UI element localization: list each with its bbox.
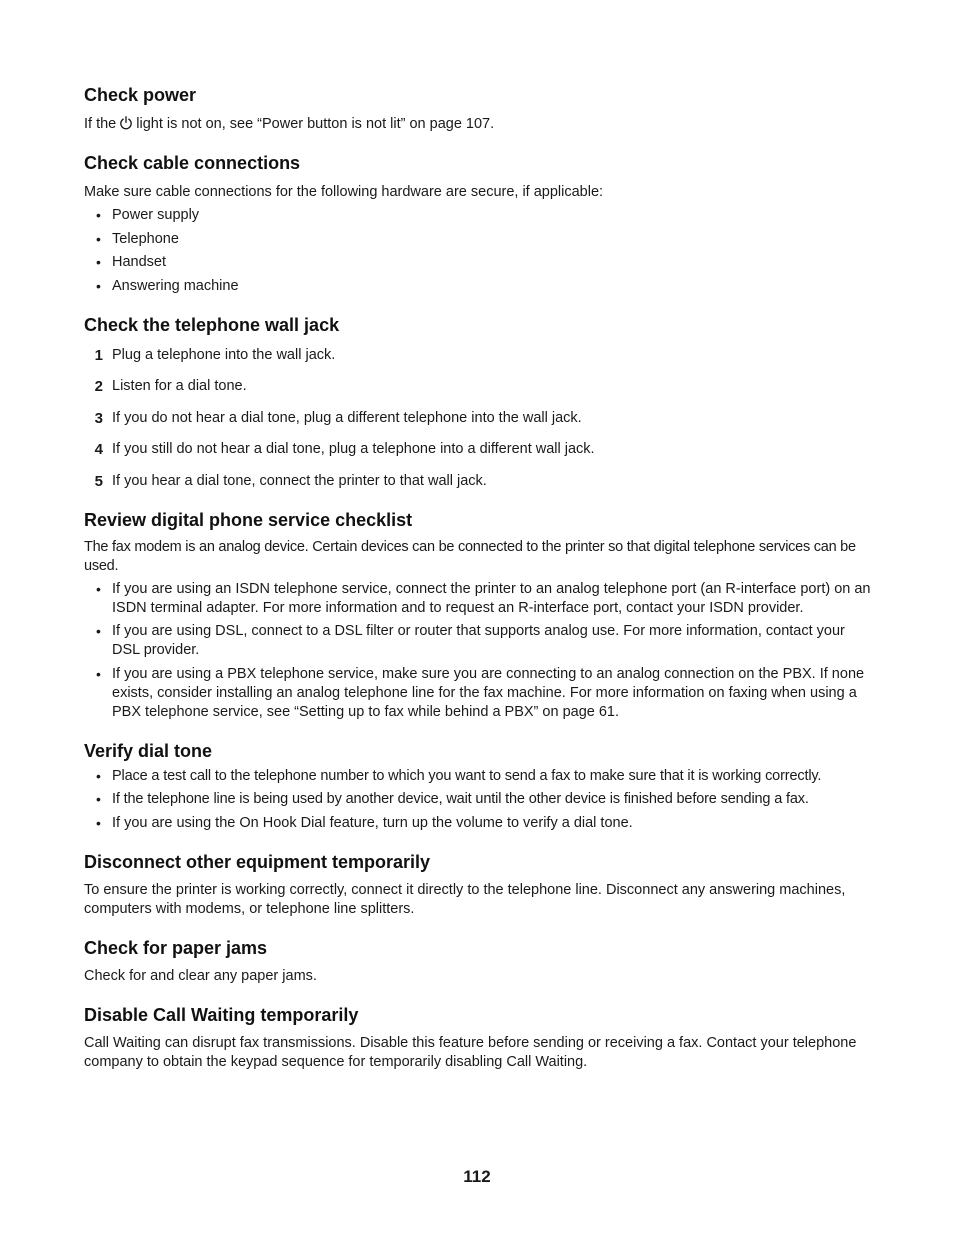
power-icon — [119, 116, 133, 130]
heading-call-waiting: Disable Call Waiting temporarily — [84, 1004, 359, 1025]
bullet-icon: • — [96, 665, 101, 682]
paragraph-paper-jams: Check for and clear any paper jams. — [84, 967, 317, 984]
section-call-waiting — [84, 1004, 874, 1072]
bullet-icon: • — [96, 814, 101, 831]
step-number: 3 — [94, 409, 103, 427]
heading-check-power: Check power — [84, 85, 197, 105]
paragraph-check-power — [84, 115, 874, 134]
list-item: • If you are using the On Hook Dial feature, turn up the volume to verify a dial tone. — [96, 814, 633, 831]
section-digital — [84, 509, 874, 722]
bullet-icon: • — [96, 623, 101, 639]
list-item: • If you are using a PBX telephone service, make sure you are connecting to an analog connection on the PBX. If none exists, consider installing an analog telephone line for the fax machine. For more information on faxing when using a PBX telephone service, see “Setting up to fax while behind a PBX” on page 61. — [96, 665, 865, 720]
list-item: • Place a test call to the telephone number to which you want to send a fax to make sure that it is working correctly. — [96, 767, 822, 784]
list-item: • Handset — [96, 254, 167, 270]
heading-wall-jack: Check the telephone wall jack — [84, 314, 340, 335]
bullet-icon: • — [96, 277, 101, 294]
step-item: 1 Plug a telephone into the wall jack. — [84, 346, 874, 365]
list-item: • Power supply — [96, 207, 200, 223]
dial-tone-list — [84, 767, 874, 833]
digital-list — [84, 580, 874, 722]
heading-check-cable: Check cable connections — [84, 153, 301, 173]
heading-dial-tone: Verify dial tone — [84, 740, 213, 761]
bullet-icon: • — [96, 207, 101, 223]
step-item: 5 If you hear a dial tone, connect the printer to that wall jack. — [84, 472, 874, 491]
section-check-power — [84, 84, 874, 134]
bullet-icon: • — [96, 767, 101, 784]
bullet-icon: • — [96, 791, 101, 807]
section-paper-jams — [84, 937, 874, 986]
paragraph-disconnect: To ensure the printer is working correctly, connect it directly to the telephone line. Disconnect any answering machines, computers with modems, or telephone line splitters. — [84, 881, 846, 917]
bullet-icon: • — [96, 580, 101, 597]
list-item: • Telephone — [96, 230, 179, 247]
section-wall-jack — [84, 314, 874, 491]
step-number: 2 — [94, 378, 103, 395]
step-item: 3 If you do not hear a dial tone, plug a different telephone into the wall jack. — [84, 409, 874, 428]
page-number: 112 — [463, 1167, 491, 1186]
step-number: 1 — [94, 346, 103, 364]
page-content — [84, 84, 874, 1089]
cable-list — [84, 206, 874, 296]
section-check-cable — [84, 152, 874, 296]
check-power-text-before: If the — [84, 116, 117, 132]
step-item: 2 Listen for a dial tone. — [84, 377, 874, 396]
step-number: 5 — [94, 472, 103, 490]
bullet-icon: • — [96, 254, 101, 270]
wall-jack-steps — [84, 346, 874, 491]
heading-disconnect: Disconnect other equipment temporarily — [84, 851, 431, 872]
list-item: • If the telephone line is being used by another device, wait until the other device is finished before sending a fax. — [96, 791, 809, 807]
check-power-text-after: light is not on, see “Power button is not lit” on page 107. — [136, 116, 495, 132]
list-item: • If you are using an ISDN telephone service, connect the printer to an analog telephone port (an R-interface port) on an ISDN terminal adapter. For more information and to request an R-interface port, contact your ISDN provider. — [96, 580, 871, 616]
paragraph-digital: The fax modem is an analog device. Certain devices can be connected to the printer so that digital telephone services can be used. — [84, 538, 856, 574]
step-item: 4 If you still do not hear a dial tone, plug a telephone into a different wall jack. — [84, 440, 874, 459]
section-disconnect — [84, 851, 874, 919]
heading-paper-jams: Check for paper jams — [84, 937, 268, 958]
section-dial-tone — [84, 740, 874, 833]
list-item: • If you are using DSL, connect to a DSL filter or router that supports analog use. For more information, contact your DSL provider. — [96, 623, 845, 658]
bullet-icon: • — [96, 230, 101, 247]
step-number: 4 — [94, 441, 103, 458]
paragraph-call-waiting: Call Waiting can disrupt fax transmissions. Disable this feature before sending or receiving a fax. Contact your telephone company to obtain the keypad sequence for temporarily disabling Call Waiting. — [84, 1034, 857, 1070]
paragraph-check-cable: Make sure cable connections for the following hardware are secure, if applicable: — [84, 184, 604, 200]
list-item: • Answering machine — [96, 277, 239, 294]
heading-digital: Review digital phone service checklist — [84, 509, 413, 530]
